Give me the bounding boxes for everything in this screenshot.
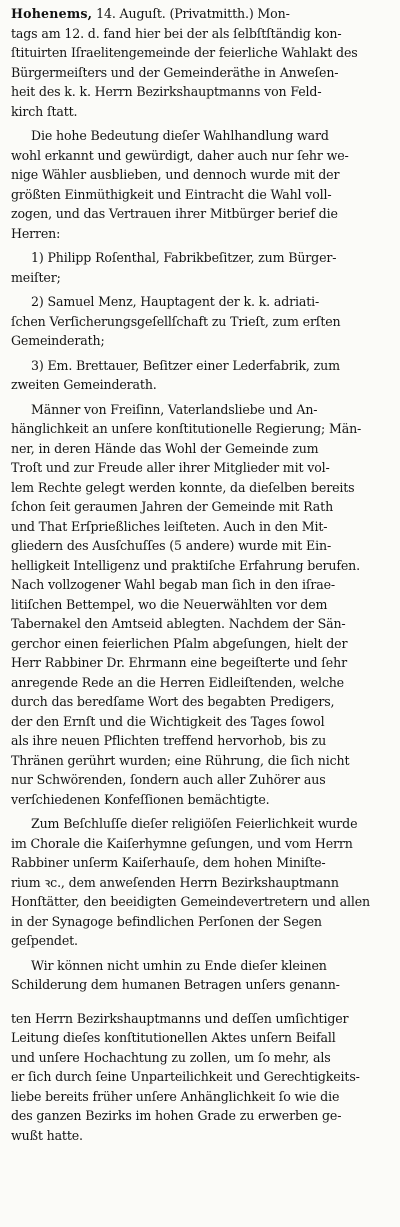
text-line: geſpendet. (11, 933, 78, 948)
text-line: Die hohe Bedeutung dieſer Wahlhandlung ward (31, 128, 329, 143)
text-line: Thränen gerührt wurden; eine Rührung, die ſich nicht (11, 752, 350, 768)
text-line: ſtituirten Iſraelitengemeinde der feierliche Wahlakt des (11, 45, 358, 60)
dateline-line (11, 4, 394, 24)
text-line: Zum Beſchluſſe dieſer religiöſen Feierlichkeit wurde (31, 816, 358, 831)
text-line: lem Rechte gelegt werden konnte, da dieſelben bereits (11, 479, 355, 495)
text-line: Troſt und zur Freude aller ihrer Mitglieder mit vol- (11, 460, 330, 475)
text-line: Bürgermeiſters und der Gemeinderäthe in Anweſen- (11, 64, 339, 80)
text-line: und unſere Hochachtung zu zollen, um ſo mehr, als (11, 1049, 331, 1065)
text-line: zogen, und das Vertrauen ihrer Mitbürger berief die (11, 206, 338, 221)
text-line: liebe bereits früher unſere Anhänglichkeit ſo wie die (11, 1088, 340, 1104)
text-line: litiſchen Bettempel, wo die Neuerwählten vor dem (11, 596, 328, 612)
text-line: helligkeit Intelligenz und praktiſche Erfahrung berufen. (11, 557, 360, 573)
text-line: ner, in deren Hände das Wohl der Gemeinde zum (11, 440, 319, 456)
text-line: ten Herrn Bezirkshauptmanns und deſſen umſichtiger (11, 1010, 349, 1026)
paragraph-3 (11, 248, 394, 287)
text-line: nur Schwörenden, ſondern auch aller Zuhörer aus (11, 772, 326, 787)
text-line: verſchiedenen Konfeſſionen bemächtigte. (11, 791, 270, 807)
text-line: 2) Samuel Menz, Hauptagent der k. k. adriati- (31, 294, 320, 309)
text-line: Honſtätter, den beeidigten Gemeindevertretern und allen (11, 894, 371, 909)
text-line: tags am 12. d. fand hier bei der als ſelbſtſtändig kon- (11, 25, 342, 41)
text-line: ſchon ſeit geraumen Jahren der Gemeinde mit Rath (11, 499, 334, 514)
text-line: anregende Rede an die Herren Eidleiſtenden, welche (11, 674, 344, 690)
text-line: Leitung dieſes konſtitutionellen Aktes unſern Beifall (11, 1030, 336, 1045)
text-line: zweiten Gemeinderath. (11, 377, 157, 392)
text-line: Herren: (11, 225, 61, 241)
paragraph-2 (11, 126, 394, 243)
text-line: Schilderung dem humanen Betragen unſers genann- (11, 977, 340, 992)
text-line: in der Synagoge befindlichen Perſonen der Segen (11, 913, 322, 929)
paragraph-7 (11, 814, 394, 951)
text-line: durch das beredſame Wort des begabten Predigers, (11, 694, 335, 709)
text-line: kirch ſtatt. (11, 103, 78, 119)
paragraph-1 (11, 4, 394, 121)
paragraph-9 (11, 1009, 394, 1146)
text-line: und That Erſprießliches leiſteten. Auch in den Mit- (11, 518, 328, 534)
text-line: hänglichkeit an unſere konſtitutionelle Regierung; Män- (11, 421, 362, 436)
text-line: Rabbiner unſerm Kaiſerhauſe, dem hohen Miniſte- (11, 855, 326, 870)
paragraph-8 (11, 956, 394, 995)
text-line: er ſich durch ſeine Unparteilichkeit und Gerechtigkeits- (11, 1069, 360, 1084)
text-line: größten Einmüthigkeit und Eintracht die Wahl voll- (11, 186, 332, 202)
text-line: 3) Em. Brettauer, Beſitzer einer Lederfabrik, zum (31, 357, 340, 373)
text-line: 1) Philipp Roſenthal, Fabrikbeſitzer, zum Bürger- (31, 250, 337, 265)
text-line: rium ꝛc., dem anweſenden Herrn Bezirkshauptmann (11, 874, 339, 890)
text-line: Wir können nicht umhin zu Ende dieſer kleinen (31, 957, 327, 973)
text-line: wohl erkannt und gewürdigt, daher auch nur ſehr we- (11, 147, 349, 163)
text-line: wußt hatte. (11, 1127, 83, 1143)
text-line: im Chorale die Kaiſerhymne geſungen, und vom Herrn (11, 835, 353, 851)
text-line: meiſter; (11, 269, 61, 285)
text-line: als ihre neuen Pflichten treffend hervorhob, bis zu (11, 733, 327, 748)
text-line: ſchen Verſicherungsgeſellſchaft zu Trieſt, zum erſten (11, 313, 341, 329)
dateline-text: 14. Auguſt. (Privatmitth.) Mon- (92, 6, 290, 21)
dateline-place: Hohenems, (11, 6, 93, 21)
text-line: des ganzen Bezirks im hohen Grade zu erwerben ge- (11, 1108, 342, 1123)
paragraph-5 (11, 356, 394, 395)
text-line: der den Ernſt und die Wichtigkeit des Tages ſowol (11, 713, 325, 729)
paragraph-6 (11, 400, 394, 810)
text-line: gliedern des Ausſchuſſes (5 andere) wurde mit Ein- (11, 538, 332, 553)
text-line: heit des k. k. Herrn Bezirkshauptmanns von Feld- (11, 84, 322, 99)
text-line: Männer von Freiſinn, Vaterlandsliebe und An- (31, 401, 318, 417)
text-line: gerchor einen feierlichen Pſalm abgeſungen, hielt der (11, 635, 348, 651)
news-article (11, 4, 394, 1145)
text-line: Gemeinderath; (11, 333, 105, 348)
text-line: Nach vollzogener Wahl begab man ſich in den iſrae- (11, 577, 336, 592)
text-line: Tabernakel den Amtseid ablegten. Nachdem der Sän- (11, 616, 346, 631)
text-line: nige Wähler ausblieben, und dennoch wurde mit der (11, 167, 340, 182)
text-line: Herr Rabbiner Dr. Ehrmann eine begeiſterte und ſehr (11, 655, 347, 670)
paragraph-4 (11, 292, 394, 351)
